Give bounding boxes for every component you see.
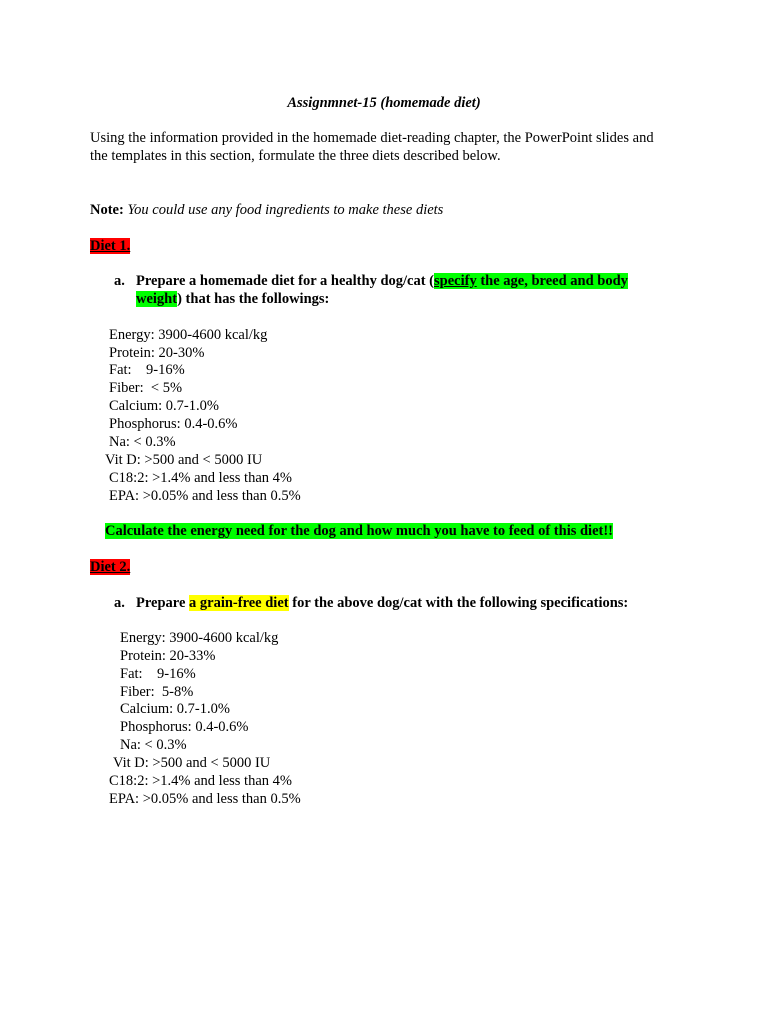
diet-1-calc-note: [105, 522, 613, 540]
diet-1-item-line-1: [136, 272, 628, 290]
diet-1-item-marker: a.: [114, 273, 125, 289]
diet-1-heading-text: Diet 1.: [90, 238, 131, 254]
diet-2-item-marker: a.: [114, 595, 125, 611]
intro-line-1: Using the information provided in the homemade diet-reading chapter, the PowerPoint slides and: [90, 130, 654, 146]
diet-1-highlight-part-1: the age, breed and body: [476, 273, 628, 289]
diet-2-spec-calcium: Calcium: 0.7-1.0%: [120, 701, 230, 717]
diet-2-spec-fat: Fat: 9-16%: [120, 666, 196, 682]
diet-1-item-line-2: [136, 290, 329, 308]
diet-2-spec-na: Na: < 0.3%: [120, 737, 187, 753]
note-paragraph: [90, 201, 443, 219]
diet-1-calc-note-text: Calculate the energy need for the dog and how much you have to feed of this diet!!: [105, 523, 614, 539]
diet-1-spec-calcium: Calcium: 0.7-1.0%: [109, 398, 219, 414]
diet-1-highlight-part-2: weight: [136, 291, 178, 307]
diet-1-heading: [90, 237, 130, 255]
diet-2-spec-energy: Energy: 3900-4600 kcal/kg: [120, 630, 279, 646]
diet-1-item-text-after: ) that has the followings:: [177, 291, 330, 307]
diet-1-spec-vitd: Vit D: >500 and < 5000 IU: [105, 452, 263, 468]
diet-2-item-text-after: for the above dog/cat with the following specifications:: [288, 595, 629, 611]
diet-2-spec-protein: Protein: 20-33%: [120, 648, 216, 664]
note-text: You could use any food ingredients to make these diets: [127, 202, 444, 218]
diet-1-spec-phosphorus: Phosphorus: 0.4-0.6%: [109, 416, 238, 432]
diet-1-spec-energy: Energy: 3900-4600 kcal/kg: [109, 327, 268, 343]
diet-1-item-text-before: Prepare a homemade diet for a healthy dog/cat (: [136, 273, 435, 289]
diet-2-spec-phosphorus: Phosphorus: 0.4-0.6%: [120, 719, 249, 735]
diet-1-specify-word: specify: [434, 273, 477, 289]
diet-2-spec-fiber: Fiber: 5-8%: [120, 684, 194, 700]
diet-2-spec-c18: C18:2: >1.4% and less than 4%: [109, 773, 292, 789]
diet-2-spec-epa: EPA: >0.05% and less than 0.5%: [109, 791, 301, 807]
document-title: Assignmnet-15 (homemade diet): [287, 95, 481, 111]
diet-1-spec-protein: Protein: 20-30%: [109, 345, 205, 361]
intro-line-2: the templates in this section, formulate the three diets described below.: [90, 148, 501, 164]
diet-2-heading: [90, 558, 130, 576]
diet-1-spec-fat: Fat: 9-16%: [109, 362, 185, 378]
diet-2-item-line: [136, 594, 628, 612]
diet-2-item-text-before: Prepare: [136, 595, 190, 611]
diet-2-spec-vitd: Vit D: >500 and < 5000 IU: [113, 755, 271, 771]
diet-1-spec-c18: C18:2: >1.4% and less than 4%: [109, 470, 292, 486]
diet-2-highlight: a grain-free diet: [189, 595, 289, 611]
diet-2-heading-text: Diet 2.: [90, 559, 131, 575]
note-label: Note:: [90, 202, 124, 218]
diet-1-spec-fiber: Fiber: < 5%: [109, 380, 183, 396]
diet-1-spec-na: Na: < 0.3%: [109, 434, 176, 450]
diet-1-spec-epa: EPA: >0.05% and less than 0.5%: [109, 488, 301, 504]
